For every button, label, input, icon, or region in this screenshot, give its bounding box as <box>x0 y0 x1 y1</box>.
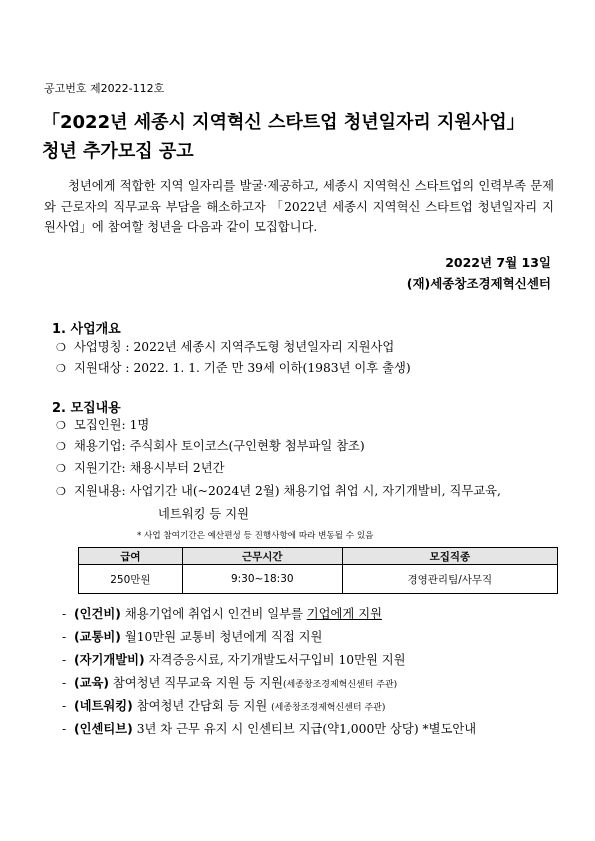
section-2-item-2 <box>56 436 365 454</box>
table-row <box>79 565 558 594</box>
benefit-note: (세종창조경제혁신센터 주관) <box>282 680 398 690</box>
section-2-title: 2. 모집내용 <box>52 401 121 416</box>
dash-marker: - <box>62 630 67 644</box>
circle-bullet-icon: ❍ <box>56 485 66 498</box>
benefit-note: (세종창조경제혁신센터 주관) <box>271 703 386 713</box>
section-1-item-2 <box>56 358 411 376</box>
benefit-text: 월10만원 교통비 청년에게 직접 지원 <box>124 630 323 644</box>
circle-bullet-icon: ❍ <box>56 440 66 453</box>
benefit-text: 채용기업에 취업시 인건비 일부를 <box>124 607 307 621</box>
item-text: 지원대상 : 2022. 1. 1. 기준 만 39세 이하(1983년 이후 출생) <box>74 361 411 375</box>
benefit-label: (자기개발비) <box>74 653 145 667</box>
item-text: 모집인원: 1명 <box>74 418 150 432</box>
footnote: * 사업 참여기간은 예산편성 등 진행사항에 따라 변동될 수 있음 <box>137 531 374 541</box>
intro-text: 청년에게 적합한 지역 일자리를 발굴·제공하고, 세종시 지역혁신 스타트업의 인력부족 문제와 근로자의 직무교육 부담을 해소하고자 「2022년 세종시 지역혁신 스타트업 청년일자리 지원사업」에 참여할 청년을 다음과 같이 모집합니다. <box>44 179 554 234</box>
dash-marker: - <box>62 699 67 713</box>
benefit-education <box>62 673 397 691</box>
circle-bullet-icon: ❍ <box>56 362 66 375</box>
title-line-2: 청년 추가모집 공고 <box>42 141 194 162</box>
intro-paragraph <box>44 176 554 238</box>
section-1-item-1 <box>56 337 394 355</box>
table-header-row <box>79 548 558 565</box>
cell-job-type: 경영관리팀/사무직 <box>342 565 557 594</box>
benefit-networking <box>62 696 385 714</box>
item-text: 사업명칭 : 2022년 세종시 지역주도형 청년일자리 지원사업 <box>74 340 395 354</box>
benefit-label: (교통비) <box>74 630 121 644</box>
benefit-label: (네트워킹) <box>74 699 133 713</box>
item-text: 지원기간: 채용시부터 2년간 <box>74 461 225 475</box>
item-text: 지원내용: 사업기간 내(~2024년 2월) 채용기업 취업 시, 자기개발비, 직무교육, <box>74 484 501 498</box>
circle-bullet-icon: ❍ <box>56 341 66 354</box>
circle-bullet-icon: ❍ <box>56 419 66 432</box>
announcement-date: 2022년 7월 13일 <box>445 255 551 270</box>
benefit-transport <box>62 627 322 645</box>
header-job-type: 모집직종 <box>342 548 557 565</box>
header-work-hours: 근무시간 <box>182 548 342 565</box>
dash-marker: - <box>62 676 67 690</box>
section-2-item-4 <box>56 481 501 499</box>
dash-marker: - <box>62 653 67 667</box>
benefit-underlined-text: 기업에게 지원 <box>306 607 382 621</box>
issuer-organization: (재)세종창조경제혁신센터 <box>406 276 551 291</box>
benefit-labor-cost <box>62 604 382 622</box>
cell-salary: 250만원 <box>79 565 183 594</box>
benefit-text: 3년 차 근무 유지 시 인센티브 지급(약1,000만 상당) *별도안내 <box>136 722 477 736</box>
benefit-text: 참여청년 간담회 등 지원 <box>136 699 272 713</box>
section-1-title: 1. 사업개요 <box>52 322 121 337</box>
dash-marker: - <box>62 722 67 736</box>
benefit-label: (교육) <box>74 676 109 690</box>
section-2-item-4-continued: 네트워킹 등 지원 <box>158 507 249 521</box>
benefit-text: 자격증응시료, 자기개발도서구입비 10만원 지원 <box>148 653 406 667</box>
benefit-incentive <box>62 719 476 737</box>
benefit-text: 참여청년 직무교육 지원 등 지원 <box>112 676 283 690</box>
notice-number: 공고번호 제2022-112호 <box>44 82 165 95</box>
header-salary: 급여 <box>79 548 183 565</box>
item-text: 채용기업: 주식회사 토이코스(구인현황 첨부파일 참조) <box>74 439 365 453</box>
benefit-label: (인센티브) <box>74 722 133 736</box>
section-2-item-1 <box>56 415 149 433</box>
section-2-item-3 <box>56 458 224 476</box>
title-line-1: 「2022년 세종시 지역혁신 스타트업 청년일자리 지원사업」 <box>42 112 525 133</box>
cell-work-hours: 9:30~18:30 <box>182 565 342 594</box>
dash-marker: - <box>62 607 67 621</box>
recruitment-table <box>78 547 558 594</box>
circle-bullet-icon: ❍ <box>56 462 66 475</box>
benefit-label: (인건비) <box>74 607 121 621</box>
benefit-self-development <box>62 650 406 668</box>
